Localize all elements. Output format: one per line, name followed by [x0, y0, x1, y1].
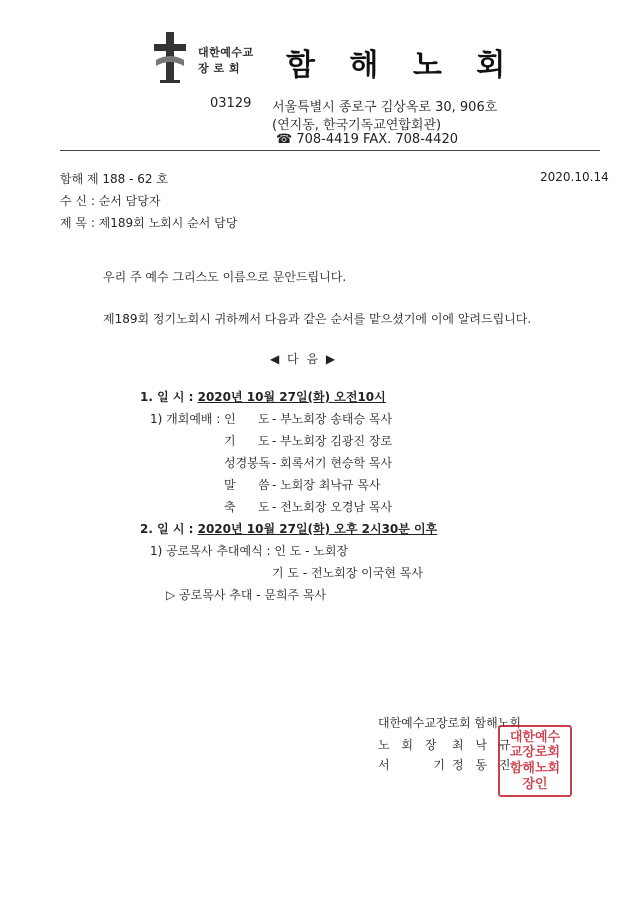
- signature-name2: 정 동 진: [452, 758, 515, 772]
- seal-text: 대한예수교장로회함해노회장인: [509, 729, 561, 792]
- s1-item3-col2: 씀: [258, 478, 270, 492]
- section1-label: 1. 일 시 :: [140, 390, 198, 404]
- section2-heading: [140, 520, 437, 537]
- postal-code: 03129: [210, 96, 252, 111]
- address-detail: (연지동, 한국기독교연합회관): [272, 118, 442, 133]
- org-name-line2: 장 로 회: [198, 62, 241, 75]
- s1-item4-col1: 축: [224, 500, 236, 514]
- s1-item1-col3: - 부노회장 김광진 장로: [272, 434, 393, 448]
- section1-heading: [140, 388, 386, 405]
- signature-role1: 노 회 장: [378, 738, 441, 752]
- signature-org: 대한예수교장로회 함해노회: [378, 716, 521, 730]
- phone-fax: ☎ 708-4419 FAX. 708-4420: [276, 132, 458, 147]
- s2-item0: 1) 공로목사 추대예식 : 인 도 - 노회장: [150, 544, 349, 558]
- s1-item1-col1: 기: [224, 434, 236, 448]
- subject: 제 목 : 제189회 노회시 순서 담당: [60, 216, 238, 230]
- recipient: 수 신 : 순서 담당자: [60, 194, 161, 208]
- s2-item1: 기 도 - 전노회장 이국현 목사: [272, 566, 423, 580]
- s1-item0-col1: 1) 개회예배 : 인: [150, 412, 236, 426]
- s1-item0-col3: - 부노회장 송태승 목사: [272, 412, 393, 426]
- org-title: 함 해 노 회: [286, 48, 518, 83]
- greeting: 우리 주 예수 그리스도 이름으로 문안드립니다.: [103, 270, 347, 284]
- s1-item3-col1: 말: [224, 478, 236, 492]
- cross-logo-icon: [150, 30, 190, 86]
- official-seal-stamp: [498, 725, 572, 797]
- section2-label: 2. 일 시 :: [140, 522, 198, 536]
- section-heading: ◀ 다 음 ▶: [270, 352, 338, 366]
- section1-datetime: 2020년 10월 27일(화) 오전10시: [197, 390, 386, 404]
- address: 서울특별시 종로구 김상옥로 30, 906호: [272, 100, 498, 115]
- section2-datetime: 2020년 10월 27일(화) 오후 2시30분 이후: [197, 522, 438, 536]
- signature-role2: 서 기: [378, 758, 465, 772]
- s1-item4-col2: 도: [258, 500, 270, 514]
- s2-item2: ▷ 공로목사 추대 - 문희주 목사: [166, 588, 327, 602]
- s1-item1-col2: 도: [258, 434, 270, 448]
- s1-item2-col1: 성경봉독: [224, 456, 271, 470]
- org-name-line1: 대한예수교: [198, 46, 254, 59]
- document-date: 2020.10.14: [540, 170, 609, 184]
- s1-item2-col3: - 회록서기 현승학 목사: [272, 456, 393, 470]
- header-divider: [60, 150, 600, 151]
- signature-name1: 최 낙 규: [452, 738, 515, 752]
- message: 제189회 정기노회시 귀하께서 다음과 같은 순서를 맡으셨기에 이에 알려드립니다.: [103, 312, 532, 326]
- s1-item3-col3: - 노회장 최낙규 목사: [272, 478, 381, 492]
- document-number: 함해 제 188 - 62 호: [60, 172, 168, 186]
- s1-item0-col2: 도: [258, 412, 270, 426]
- s1-item4-col3: - 전노회장 오경남 목사: [272, 500, 393, 514]
